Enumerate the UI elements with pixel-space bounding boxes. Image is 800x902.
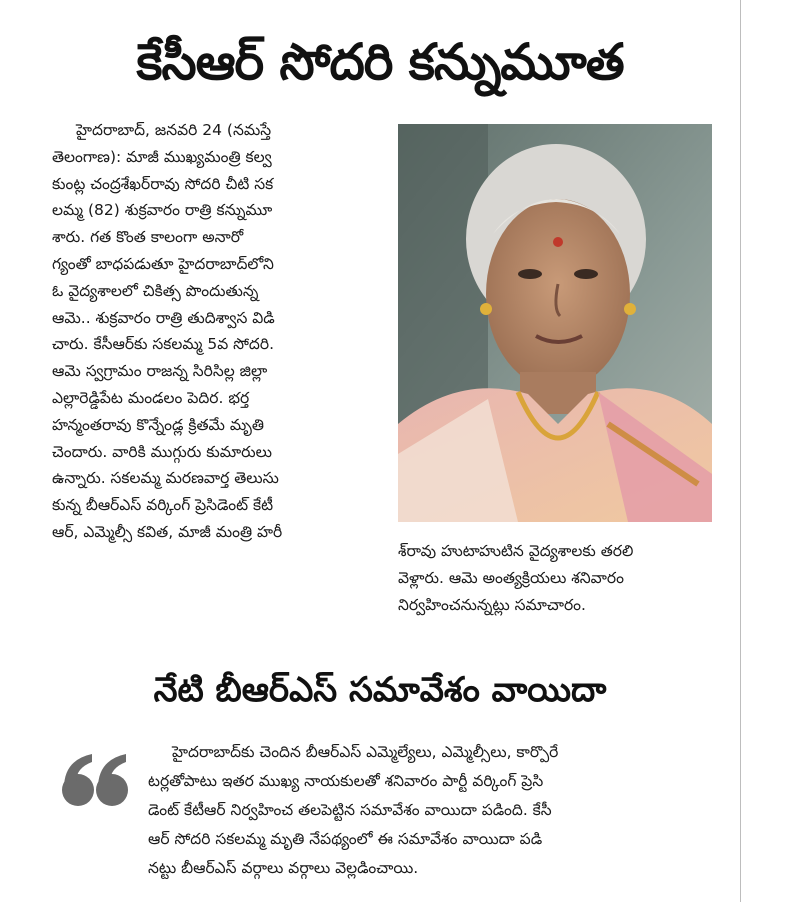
article-body-line: ఉన్నారు. సకలమ్మ మరణవార్త తెలుసు bbox=[52, 469, 279, 488]
article-body-line: శారు. గత కొంత కాలంగా అనారో bbox=[52, 228, 244, 247]
article-body-line: కున్న బీఆర్‌ఎస్ వర్కింగ్ ప్రెసిడెంట్ కేటీ bbox=[52, 496, 274, 515]
article-body-line: ఆమె స్వగ్రామం రాజన్న సిరిసిల్ల జిల్లా bbox=[52, 362, 268, 381]
article-body-line: చెందారు. వారికి ముగ్గురు కుమారులు bbox=[52, 442, 272, 461]
sub-article-body bbox=[148, 738, 714, 883]
article-body-line: ఎల్లారెడ్డిపేట మండలం పెదిర. భర్త bbox=[52, 388, 250, 407]
article-body-line: కుంట్ల చంద్రశేఖర్‌రావు సోదరి చీటి సక bbox=[52, 174, 274, 193]
article-body-line: లమ్మ (82) శుక్రవారం రాత్రి కన్నుమూ bbox=[52, 201, 273, 220]
article-body-line: చారు. కేసీఆర్‌కు సకలమ్మ 5వ సోదరి. bbox=[52, 335, 274, 354]
article-body-line: నిర్వహించనున్నట్లు సమాచారం. bbox=[398, 595, 586, 614]
article-body-line: ఆమె.. శుక్రవారం రాత్రి తుదిశ్వాస విడి bbox=[52, 308, 275, 327]
article-body-line: గ్యంతో బాధపడుతూ హైదరాబాద్‌లోని bbox=[52, 254, 274, 273]
article-body-line: ఆర్, ఎమ్మెల్సీ కవిత, మాజీ మంత్రి హరీ bbox=[52, 522, 283, 541]
article-body-line: ఓ వైద్యశాలలో చికిత్స పొందుతున్న bbox=[52, 281, 259, 300]
article-body-line: తెలంగాణ): మాజీ ముఖ్యమంత్రి కల్వ bbox=[52, 147, 272, 166]
sub-article-line: నట్టు బీఆర్‌ఎస్ వర్గాలు వర్గాలు వెల్లడించాయి. bbox=[148, 859, 419, 877]
article-body-right bbox=[398, 538, 718, 618]
sub-article-line: ఆర్ సోదరి సకలమ్మ మృతి నేపథ్యంలో ఈ సమావేశం వాయిదా పడి bbox=[148, 830, 543, 848]
article-body-line: హన్మంతరావు కొన్నేండ్ల క్రితమే మృతి bbox=[52, 415, 264, 434]
portrait-photo bbox=[398, 124, 712, 522]
article-body-line: శ్‌రావు హుటాహుటిన వైద్యశాలకు తరలి bbox=[398, 542, 634, 560]
sub-article-line: డెంట్ కేటీఆర్ నిర్వహించ తలపెట్టిన సమావేశం వాయిదా పడింది. కేసీ bbox=[148, 801, 552, 819]
sub-article-headline: నేటి బీఆర్‌ఎస్ సమావేశం వాయిదా bbox=[153, 670, 607, 710]
article-body-line: వెళ్లారు. ఆమె అంత్యక్రియలు శనివారం bbox=[398, 568, 624, 587]
article-headline: కేసీఆర్ సోదరి కన్నుమూత bbox=[136, 33, 624, 91]
sub-article-line: టర్లతోపాటు ఇతర ముఖ్య నాయకులతో శనివారం పార్టీ వర్కింగ్ ప్రెసి bbox=[148, 772, 544, 790]
article-body-left bbox=[52, 117, 384, 546]
opening-quote-icon bbox=[58, 742, 132, 816]
column-divider bbox=[740, 0, 741, 902]
article-body-line: హైదరాబాద్, జనవరి 24 (నమస్తే bbox=[76, 121, 272, 139]
sub-article-line: హైదరాబాద్‌కు చెందిన బీఆర్‌ఎస్ ఎమ్మెల్యేలు, ఎమ్మెల్సీలు, కార్పొరే bbox=[172, 743, 559, 761]
